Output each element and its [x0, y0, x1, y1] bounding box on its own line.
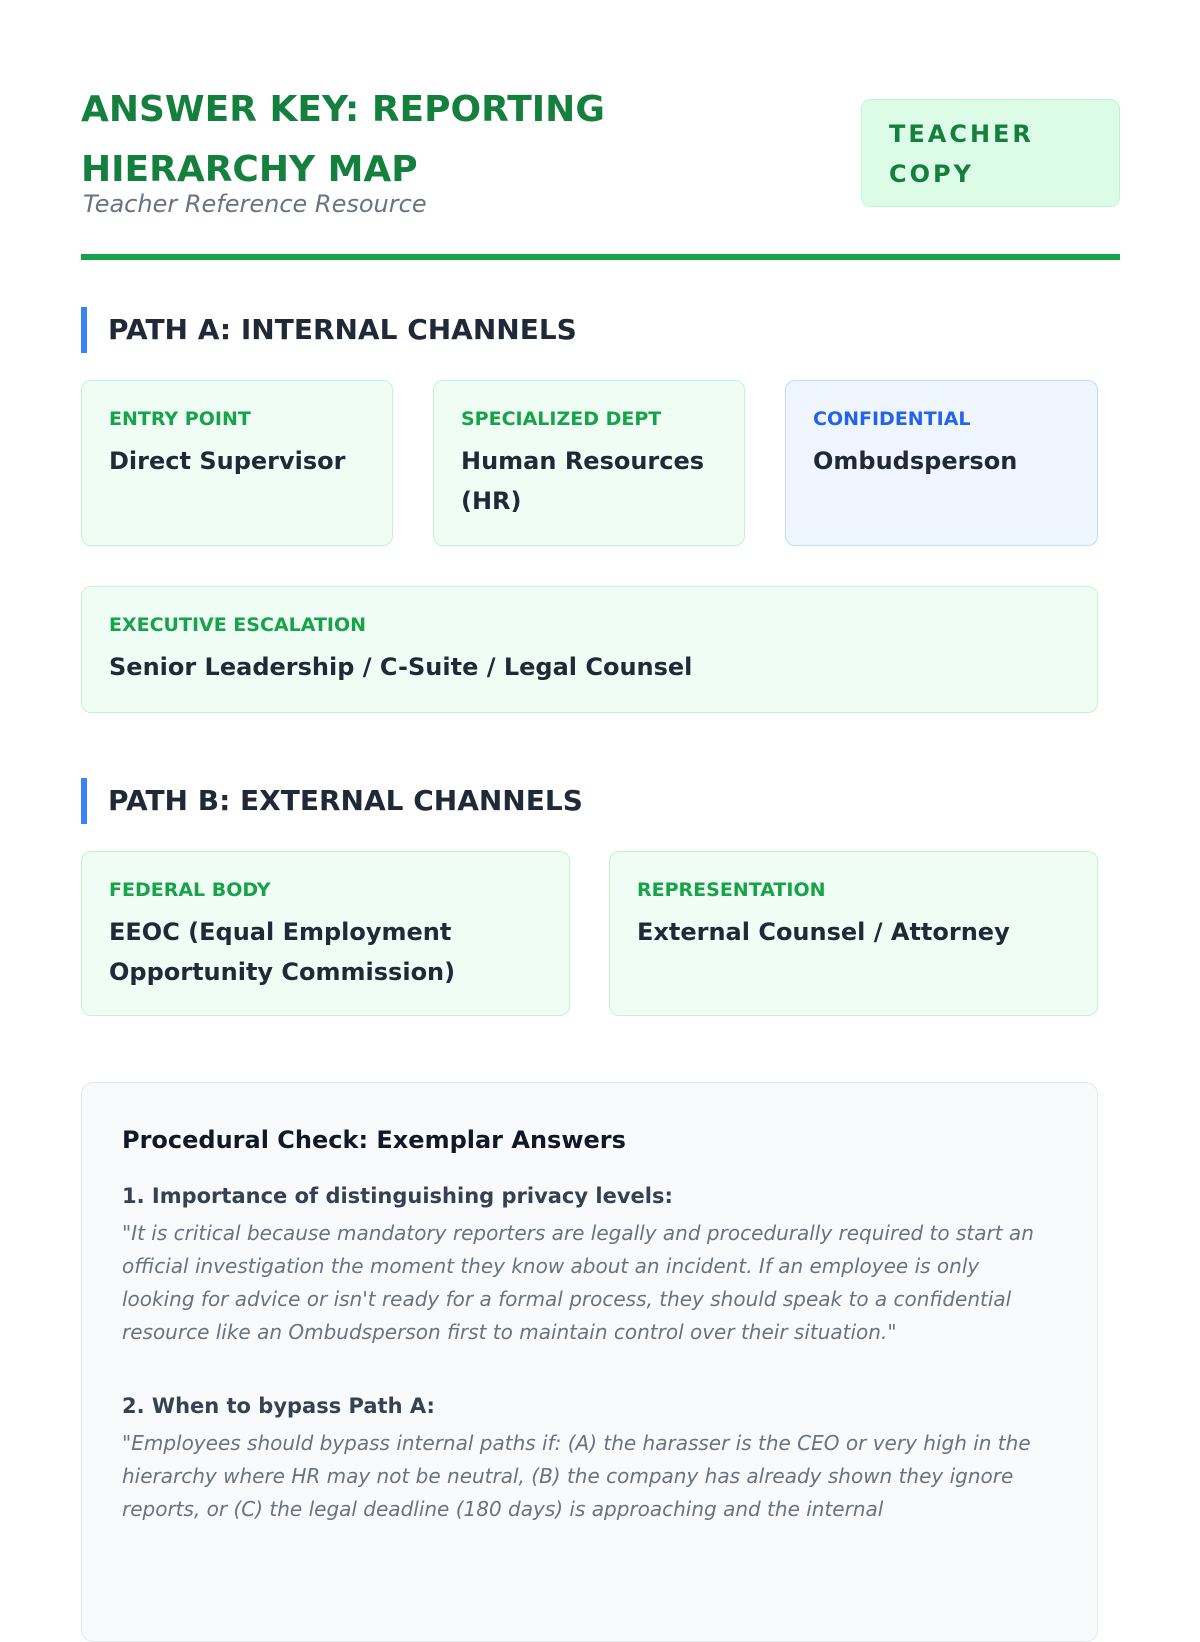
- question-2: 2. When to bypass Path A:: [122, 1394, 435, 1418]
- card-human-resources: [433, 380, 745, 546]
- card-eeoc: [81, 851, 570, 1016]
- card-name: Human Resources (HR): [461, 447, 705, 515]
- document-header: [81, 80, 1120, 260]
- card-tag: FEDERAL BODY: [109, 879, 271, 901]
- exemplar-answer-2: "Employees should bypass internal paths if: (A) the harasser is the CEO or very high in the hierarchy where HR may not be neutral, (B) the company has already shown they ignore reports, or (C) the legal deadline (180 days) is approaching and the internal: [122, 1431, 1031, 1521]
- card-name: EEOC (Equal Employment Opportunity Commission): [109, 918, 456, 986]
- card-ombudsperson: [785, 380, 1098, 546]
- card-executive-escalation: [81, 586, 1098, 713]
- card-tag: EXECUTIVE ESCALATION: [109, 614, 367, 636]
- answer-key-page: [81, 0, 1120, 1600]
- card-tag: REPRESENTATION: [637, 879, 826, 901]
- path-a-heading: PATH A: INTERNAL CHANNELS: [81, 307, 1120, 353]
- path-b-heading: PATH B: EXTERNAL CHANNELS: [81, 778, 1120, 824]
- card-tag: CONFIDENTIAL: [813, 408, 971, 430]
- procedural-check-heading: Procedural Check: Exemplar Answers: [122, 1126, 626, 1154]
- page-subtitle: Teacher Reference Resource: [83, 190, 427, 218]
- procedural-check-panel: [81, 1082, 1098, 1642]
- page-title: ANSWER KEY: REPORTING HIERARCHY MAP: [81, 89, 605, 190]
- card-name: Ombudsperson: [813, 447, 1018, 475]
- card-external-counsel: [609, 851, 1098, 1016]
- exemplar-answer-1: "It is critical because mandatory reporters are legally and procedurally required to start an official investigation the moment they know about an incident. If an employee is only looking for advice or isn't ready for a formal process, they should speak to a confidential resource like an Ombudsperson first to maintain control over their situation.": [122, 1221, 1034, 1344]
- card-name: Senior Leadership / C-Suite / Legal Counsel: [109, 653, 693, 681]
- card-direct-supervisor: [81, 380, 393, 546]
- header-divider: [81, 254, 1120, 260]
- question-1: 1. Importance of distinguishing privacy levels:: [122, 1184, 673, 1208]
- card-tag: SPECIALIZED DEPT: [461, 408, 662, 430]
- teacher-copy-badge: TEACHER COPY: [861, 99, 1120, 207]
- card-name: External Counsel / Attorney: [637, 918, 1010, 946]
- card-name: Direct Supervisor: [109, 447, 346, 475]
- card-tag: ENTRY POINT: [109, 408, 251, 430]
